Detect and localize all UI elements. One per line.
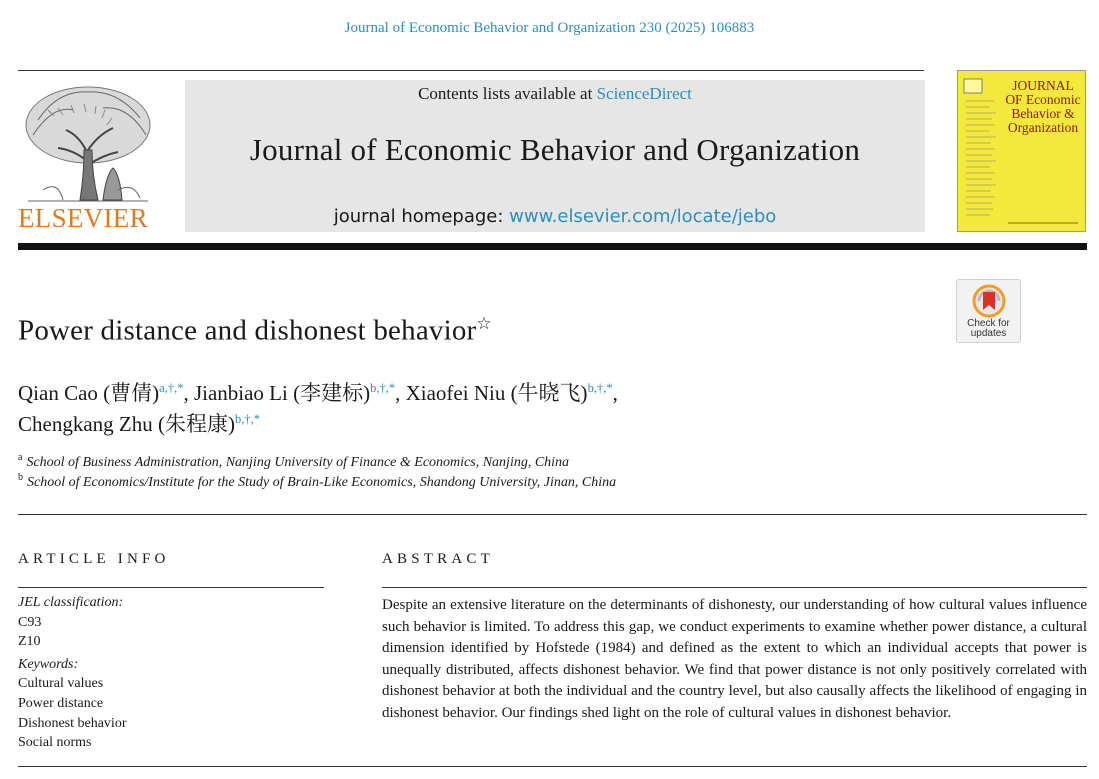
check-updates-icon [971,284,1007,318]
abstract-text: Despite an extensive literature on the determinants of dishonesty, our understanding of how cultural values influence such behavior is limited. To address this gap, we conduct experiments to examine whether power distance, a cultural dimension identified by Hofstede (1984) and defined as the extent to which an individual accepts that power is unequally distributed, affects dishonest behavior. We find that power distance is not only positively correlated with dishonest behavior at both the individual and the country level, but also causally affects the likelihood of engaging in dishonest behavior. Our findings shed light on the role of cultural values in dishonest behavior. [382,597,1087,721]
abstract-heading: ABSTRACT [382,551,494,567]
author-affiliation-marks[interactable]: b,†,* [370,381,396,395]
contents-prefix: Contents lists available at [418,84,593,103]
homepage-prefix: journal homepage: [333,206,504,227]
keywords-label: Keywords: [18,656,79,672]
article-info-heading: ARTICLE INFO [18,551,170,567]
keyword[interactable]: Dishonest behavior [18,715,127,731]
affiliation-mark: b [18,472,23,484]
header-top-rule [18,70,924,71]
elsevier-tree-icon [18,80,158,205]
affiliation-a [18,452,570,471]
section-separator [18,514,1087,515]
keyword[interactable]: Power distance [18,695,104,711]
check-for-updates-button[interactable] [956,279,1021,343]
affiliation-text: School of Business Administration, Nanjing University of Finance & Economics, Nanjing, China [26,455,570,470]
author-name[interactable]: Qian Cao (曹倩) [18,381,160,405]
jel-code: Z10 [18,634,41,650]
journal-homepage-link[interactable]: www.elsevier.com/locate/jebo [509,206,777,227]
abstract-rule [382,587,1087,588]
author-affiliation-marks[interactable]: b,†,* [234,412,260,426]
affiliation-b [18,472,617,491]
author-name[interactable]: Chengkang Zhu (朱程康) [18,412,235,436]
article-info-rule [18,587,324,588]
contents-availability-line [185,84,925,104]
author-name[interactable]: Xiaofei Niu (牛晓飞) [405,381,588,405]
abstract-bottom-rule [18,766,1087,767]
check-for-updates-label: Check for updates [967,318,1010,339]
article-info-body [18,593,318,753]
keyword[interactable]: Cultural values [18,676,104,692]
sciencedirect-link[interactable]: ScienceDirect [596,84,692,103]
affiliation-mark: a [18,452,23,464]
elsevier-wordmark: ELSEVIER [18,203,148,233]
keyword[interactable]: Social norms [18,735,92,751]
header-bottom-rule [18,243,1087,250]
author-name[interactable]: Jianbiao Li (李建标) [193,381,371,405]
cover-footer-icon [1008,219,1078,227]
journal-cover-thumbnail[interactable] [957,70,1086,232]
affiliation-text: School of Economics/Institute for the Study of Brain-Like Economics, Shandong University, Jinan, China [27,475,617,490]
article-title [18,314,492,348]
journal-banner [185,80,925,232]
cover-contents-icon [962,77,1002,227]
cover-journal-title: JOURNAL OF Economic Behavior & Organization [1005,78,1081,135]
author-affiliation-marks[interactable]: b,†,* [587,381,613,395]
author-list: Qian Cao (曹倩)$^{a,\dagger,*}$, Jianbiao Li (李建标)$^{b,\dagger,*}$, Xiaofei Niu (牛晓飞)$^{b,\dagger,*}$, Chengkang Zhu (朱程康)$^{b,\dagger,*}$ [18,381,618,436]
jel-classification-label: JEL classification: [18,595,124,610]
journal-homepage-line [185,206,925,227]
author-affiliation-marks[interactable]: a,†,* [159,381,184,395]
jel-code: C93 [18,614,42,630]
title-footnote-star-icon[interactable]: ☆ [476,314,492,333]
journal-citation-link[interactable]: Journal of Economic Behavior and Organization 230 (2025) 106883 [344,20,755,36]
journal-title: Journal of Economic Behavior and Organization [249,132,861,167]
article-title-text: Power distance and dishonest behavior [18,314,477,347]
